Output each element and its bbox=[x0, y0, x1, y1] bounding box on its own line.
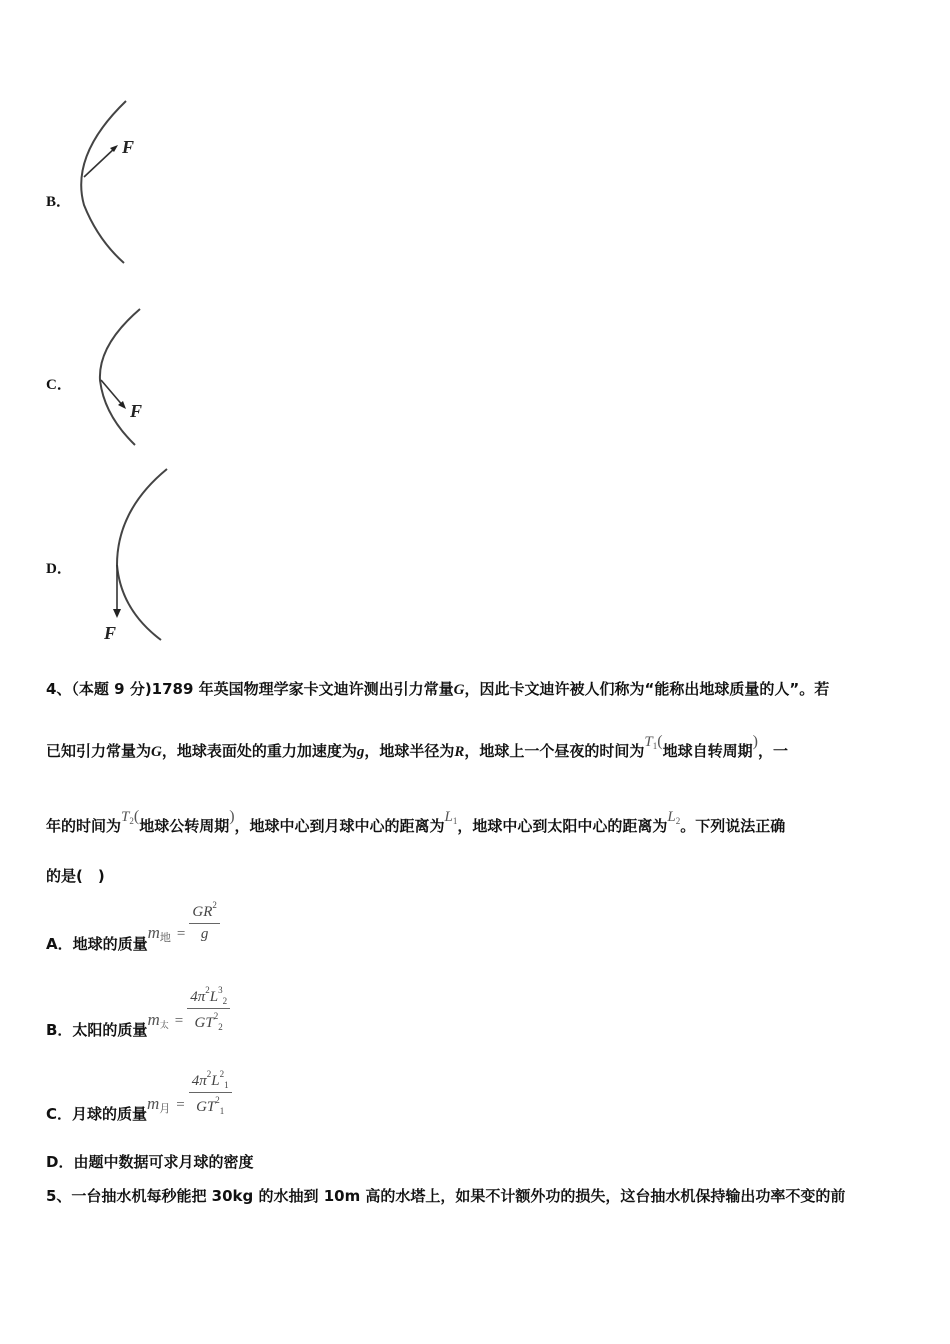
q5-line-1: 5、一台抽水机每秒能把 30kg 的水抽到 10m 高的水塔上，如果不计额外功的损失，这台抽水机保持输出功率不变的前 bbox=[46, 1187, 846, 1205]
q4-option-b: B．太阳的质量$m_太$ = $\frac{4\pi^2L^3_2}{GT^2_2}$ bbox=[46, 985, 230, 1032]
q4-line-4: 的是( ) bbox=[46, 867, 105, 885]
force-label-c: F bbox=[130, 401, 143, 421]
option-c-label: C． bbox=[46, 377, 72, 393]
q4-line-2: 已知引力常量为G，地球表面处的重力加速度为g，地球半径为R，地球上一个昼夜的时间为$T_1$(地球自转周期)，一 bbox=[46, 733, 788, 760]
fraction-a: $\frac{GR^2}{g}$ bbox=[189, 900, 220, 943]
q4-line-3: 年的时间为$T_2$(地球公转周期)，地球中心到月球中心的距离为$L_1$，地球中心到太阳中心的距离为$L_2$。下列说法正确 bbox=[46, 808, 786, 835]
q4-option-c: C．月球的质量$m_月$ = $\frac{4\pi^2L^2_1}{GT^2_1}$ bbox=[46, 1069, 232, 1116]
fraction-c: $\frac{4\pi^2L^2_1}{GT^2_1}$ bbox=[189, 1069, 232, 1116]
q4-option-d: D．由题中数据可求月球的密度 bbox=[46, 1153, 254, 1171]
fraction-b: $\frac{4\pi^2L^3_2}{GT^2_2}$ bbox=[187, 985, 230, 1032]
trajectory-curve-d bbox=[117, 469, 167, 640]
option-b-label: B． bbox=[46, 194, 72, 210]
force-label-d: F bbox=[104, 623, 117, 643]
trajectory-curve-b bbox=[81, 101, 126, 263]
force-arrowhead-d bbox=[113, 609, 121, 618]
option-b-figure bbox=[70, 95, 160, 270]
option-c-figure bbox=[90, 305, 170, 450]
force-arrow-c bbox=[101, 380, 124, 407]
option-d-label: D． bbox=[46, 561, 72, 577]
q4-option-a: A．地球的质量$m_地$ = $\frac{GR^2}{g}$ bbox=[46, 900, 220, 943]
force-label-b: F bbox=[122, 137, 135, 157]
q4-line-1: 4、（本题 9 分)1789 年英国物理学家卡文迪许测出引力常量G，因此卡文迪许被人们称为“能称出地球质量的人”。若 bbox=[46, 680, 830, 698]
option-d-figure bbox=[95, 465, 185, 645]
trajectory-curve-c bbox=[100, 309, 143, 445]
